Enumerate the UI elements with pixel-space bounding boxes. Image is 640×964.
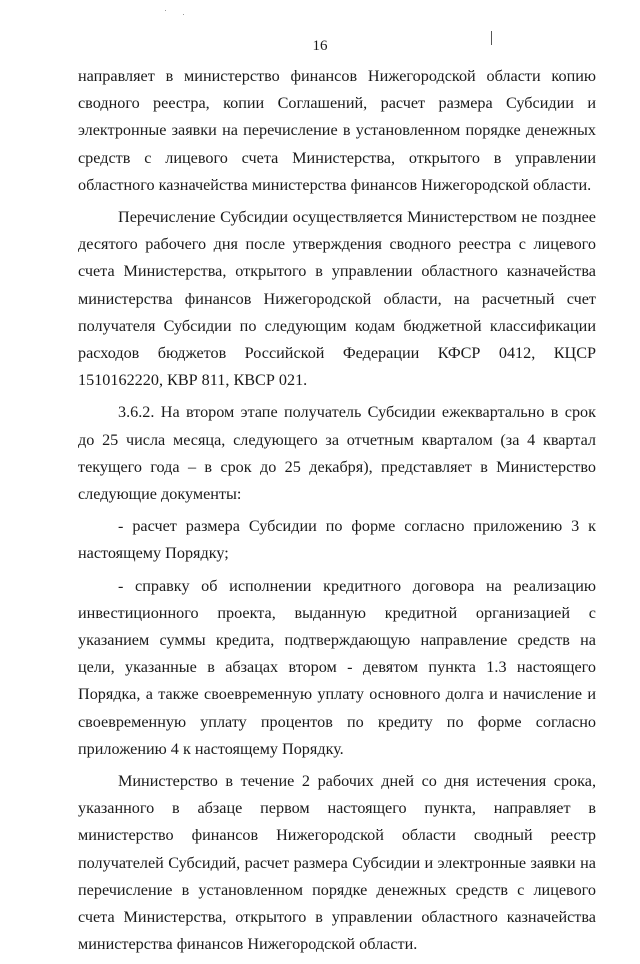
- paragraph: Министерство в течение 2 рабочих дней со дня истечения срока, указанного в абзаце первом настоящего пункта, направляет в министерство финансов Нижегородской области сводный реестр получателей Субсидий, расчет размера Субсидии и электронные заявки на перечисление в установленном порядке денежных средств с лицевого счета Министерства, открытого в управлении областного казначейства министерства финансов Нижегородской области.: [78, 772, 596, 954]
- list-item: - справку об исполнении кредитного договора на реализацию инвестиционного проекта, выданную кредитной организацией с указанием суммы кредита, подтверждающую направление средств на цели, указанные в абзацах втором - девятом пункта 1.3 настоящего Порядка, а также своевременную уплату основного долга и начисление и своевременную уплату процентов по кредиту по форме согласно приложению 4 к настоящему Порядку.: [78, 576, 596, 758]
- list-item: - расчет размера Субсидии по форме согласно приложению 3 к настоящему Порядку;: [78, 517, 596, 563]
- paragraph: 3.6.2. На втором этапе получатель Субсидии ежеквартально в срок до 25 числа месяца, следующего за отчетным кварталом (за 4 квартал текущего года – в срок до 25 декабря), представляет в Министерство следующие документы:: [78, 403, 596, 504]
- paragraph: Перечисление Субсидии осуществляется Министерством не позднее десятого рабочего дня после утверждения сводного реестра с лицевого счета Министерства, открытого в управлении областного казначейства министерства финансов Нижегородской области, на расчетный счет получателя Субсидии по следующим кодам бюджетной классификации расходов бюджетов Российской Федерации КФСР 0412, КЦСР 1510162220, КВР 811, КВСР 021.: [78, 208, 596, 390]
- scan-artifact: [165, 10, 166, 11]
- page-number: 16: [312, 38, 328, 54]
- document-body: [78, 63, 596, 964]
- paragraph: направляет в министерство финансов Нижегородской области копию сводного реестра, копии Соглашений, расчет размера Субсидии и электронные заявки на перечисление в установленном порядке денежных средств с лицевого счета Министерства, открытого в управлении областного казначейства министерства финансов Нижегородской области.: [78, 67, 596, 194]
- scan-artifact: [183, 14, 184, 15]
